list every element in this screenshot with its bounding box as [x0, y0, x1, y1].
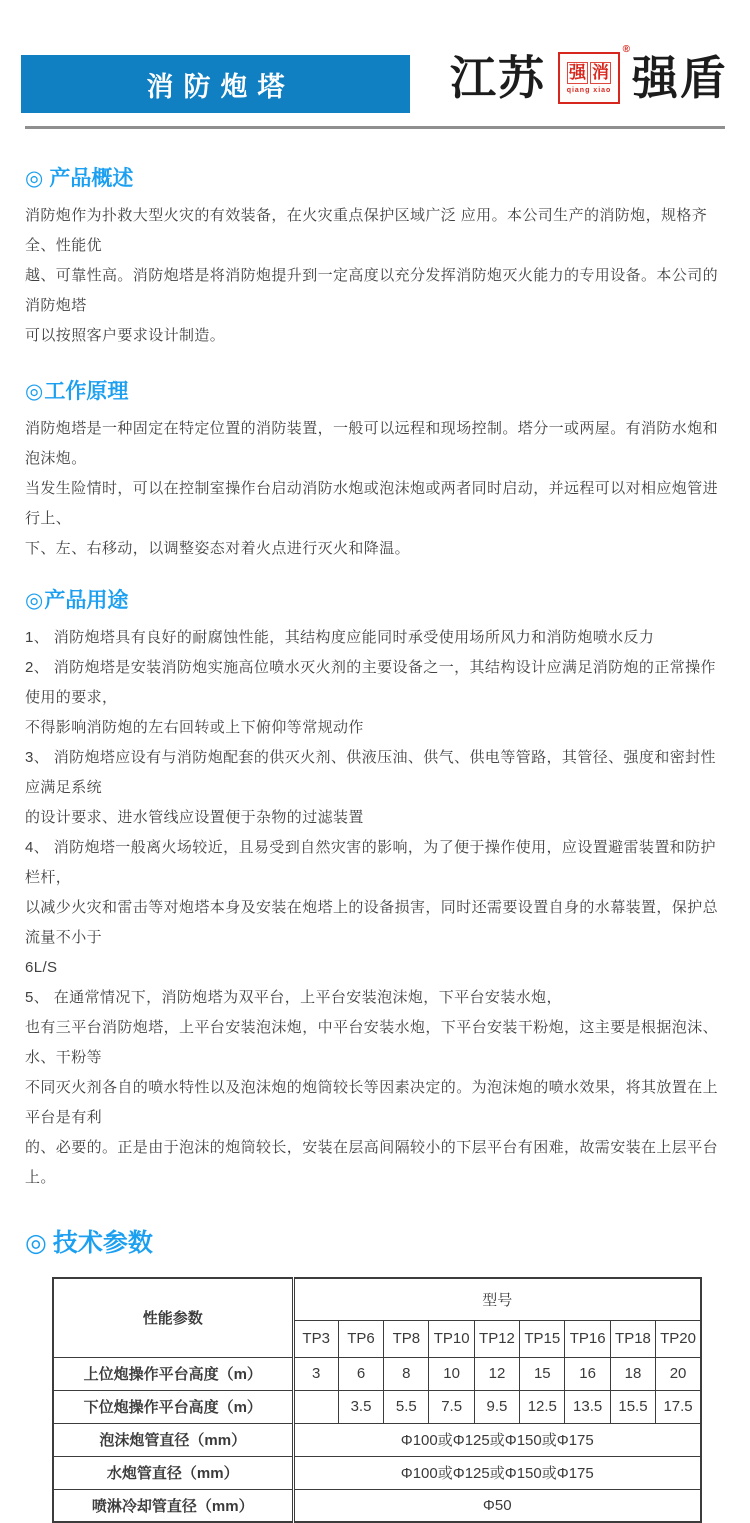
table-header-row: [53, 1278, 701, 1320]
text-line: 可以按照客户要求设计制造。: [25, 327, 226, 344]
registered-trademark-icon: ®: [622, 44, 630, 55]
usage-list-line: 也有三平台消防炮塔，上平台安装泡沫炮，中平台安装水炮，下平台安装干粉炮，这主要是根据泡沫、水、干粉等: [25, 1019, 719, 1066]
usage-list-line: 不同灭火剂各自的喷水特性以及泡沫炮的炮筒较长等因素决定的。为泡沫炮的喷水效果，将其放置在上平台是有利: [25, 1079, 719, 1126]
model-header-cell: TP3: [293, 1320, 338, 1357]
table-row-water-diameter: [53, 1456, 701, 1489]
usage-list-line: 2、 消防炮塔是安装消防炮实施高位喷水灭火剂的主要设备之一，其结构设计应满足消防炮的正常操作使用的要求，: [25, 659, 716, 706]
value-cell: 3: [293, 1357, 338, 1390]
usage-list: [25, 623, 725, 1193]
section-heading-overview: [25, 162, 725, 192]
model-header-cell: TP8: [384, 1320, 429, 1357]
section-heading-principle: [25, 375, 725, 405]
text-line: 消防炮作为扑救大型火灾的有效装备，在火灾重点保护区域广泛 应用。本公司生产的消防炮，规格齐全、性能优: [25, 207, 708, 254]
model-header-cell: TP20: [656, 1320, 701, 1357]
page-header: [0, 0, 750, 130]
brand-logo: [450, 44, 728, 104]
section-marker-icon: ◎: [25, 167, 44, 190]
usage-list-line: 以减少火灾和雷击等对炮塔本身及安装在炮塔上的设备损害，同时还需要设置自身的水幕装置，保护总流量不小于: [25, 899, 719, 946]
value-cell: 20: [656, 1357, 701, 1390]
usage-list-line: 5、 在通常情况下，消防炮塔为双平台，上平台安装泡沫炮，下平台安装水炮，: [25, 989, 562, 1006]
model-header-cell: TP6: [338, 1320, 383, 1357]
spec-table: [52, 1277, 702, 1523]
model-header-cell: TP10: [429, 1320, 474, 1357]
text-line: 下、左、右移动，以调整姿态对着火点进行灭火和降温。: [25, 540, 411, 557]
value-cell: 9.5: [474, 1390, 519, 1423]
logo-right-word: 强盾: [632, 52, 728, 104]
row-label: 水炮管直径（mm）: [53, 1456, 293, 1489]
section-heading-specs: [25, 1223, 725, 1259]
principle-paragraph: [25, 414, 725, 564]
table-row-upper-height: [53, 1357, 701, 1390]
usage-list-line: 1、 消防炮塔具有良好的耐腐蚀性能，其结构度应能同时承受使用场所风力和消防炮喷水反力: [25, 629, 655, 646]
row-label: 喷淋冷却管直径（mm）: [53, 1489, 293, 1522]
value-cell: 12: [474, 1357, 519, 1390]
value-cell: 15.5: [610, 1390, 655, 1423]
text-line: 当发生险情时，可以在控制室操作台启动消防水炮或泡沫炮或两者同时启动，并远程可以对相应炮管进行上、: [25, 480, 719, 527]
span-value-cell: Φ100或Φ125或Φ150或Φ175: [293, 1423, 701, 1456]
value-cell: 17.5: [656, 1390, 701, 1423]
page-content: [0, 162, 750, 1523]
text-line: 越、可靠性高。消防炮塔是将消防炮提升到一定高度以充分发挥消防炮灭火能力的专用设备。本公司的消防炮塔: [25, 267, 719, 314]
section-title: 产品用途: [44, 589, 129, 612]
logo-seal-char-1: 强: [569, 63, 586, 82]
usage-list-line: 的设计要求、进水管线应设置便于杂物的过滤装置: [25, 809, 364, 826]
section-marker-icon: ◎: [25, 589, 44, 612]
value-cell: 6: [338, 1357, 383, 1390]
usage-list-line: 6L/S: [25, 959, 58, 976]
table-corner-header: 性能参数: [53, 1278, 293, 1357]
overview-paragraph: [25, 201, 725, 351]
usage-list-line: 的、必要的。正是由于泡沫的炮筒较长，安装在层高间隔较小的下层平台有困难，故需安装在上层平台上。: [25, 1139, 719, 1186]
value-cell: 18: [610, 1357, 655, 1390]
section-title: 技术参数: [52, 1229, 153, 1257]
logo-seal: [558, 44, 630, 104]
model-header-cell: TP15: [520, 1320, 565, 1357]
value-cell: 16: [565, 1357, 610, 1390]
logo-seal-pinyin: qiang xiao: [566, 87, 612, 94]
value-cell: [293, 1390, 338, 1423]
usage-list-line: 4、 消防炮塔一般离火场较近，且易受到自然灾害的影响，为了便于操作使用，应设置避雷装置和防护栏杆，: [25, 839, 716, 886]
value-cell: 8: [384, 1357, 429, 1390]
logo-seal-box: [558, 52, 620, 104]
value-cell: 5.5: [384, 1390, 429, 1423]
model-header-cell: TP18: [610, 1320, 655, 1357]
usage-list-line: 不得影响消防炮的左右回转或上下俯仰等常规动作: [25, 719, 364, 736]
section-title: 产品概述: [49, 167, 134, 190]
value-cell: 13.5: [565, 1390, 610, 1423]
text-line: 消防炮塔是一种固定在特定位置的消防装置，一般可以远程和现场控制。塔分一或两屋。有消防水炮和泡沫炮。: [25, 420, 719, 467]
logo-seal-char-2: 消: [592, 63, 609, 82]
value-cell: 10: [429, 1357, 474, 1390]
title-banner: [21, 55, 410, 113]
row-label: 泡沫炮管直径（mm）: [53, 1423, 293, 1456]
value-cell: 15: [520, 1357, 565, 1390]
table-row-foam-diameter: [53, 1423, 701, 1456]
value-cell: 3.5: [338, 1390, 383, 1423]
span-value-cell: Φ50: [293, 1489, 701, 1522]
section-marker-icon: ◎: [25, 380, 44, 403]
section-heading-usage: [25, 584, 725, 614]
row-label: 下位炮操作平台高度（m）: [53, 1390, 293, 1423]
table-row-spray-diameter: [53, 1489, 701, 1522]
span-value-cell: Φ100或Φ125或Φ150或Φ175: [293, 1456, 701, 1489]
model-header-cell: TP12: [474, 1320, 519, 1357]
logo-left-word: 江苏: [450, 52, 546, 104]
page-title: 消防炮塔: [146, 71, 295, 102]
section-marker-icon: ◎: [25, 1229, 47, 1257]
logo-seal-chars: [567, 62, 611, 84]
value-cell: 7.5: [429, 1390, 474, 1423]
usage-list-line: 3、 消防炮塔应设有与消防炮配套的供灭火剂、供液压油、供气、供电等管路，其管径、强度和密封性应满足系统: [25, 749, 716, 796]
header-divider: [25, 126, 725, 129]
section-title: 工作原理: [44, 380, 129, 403]
value-cell: 12.5: [520, 1390, 565, 1423]
model-header-cell: TP16: [565, 1320, 610, 1357]
table-row-lower-height: [53, 1390, 701, 1423]
row-label: 上位炮操作平台高度（m）: [53, 1357, 293, 1390]
table-group-header: 型号: [293, 1278, 701, 1320]
